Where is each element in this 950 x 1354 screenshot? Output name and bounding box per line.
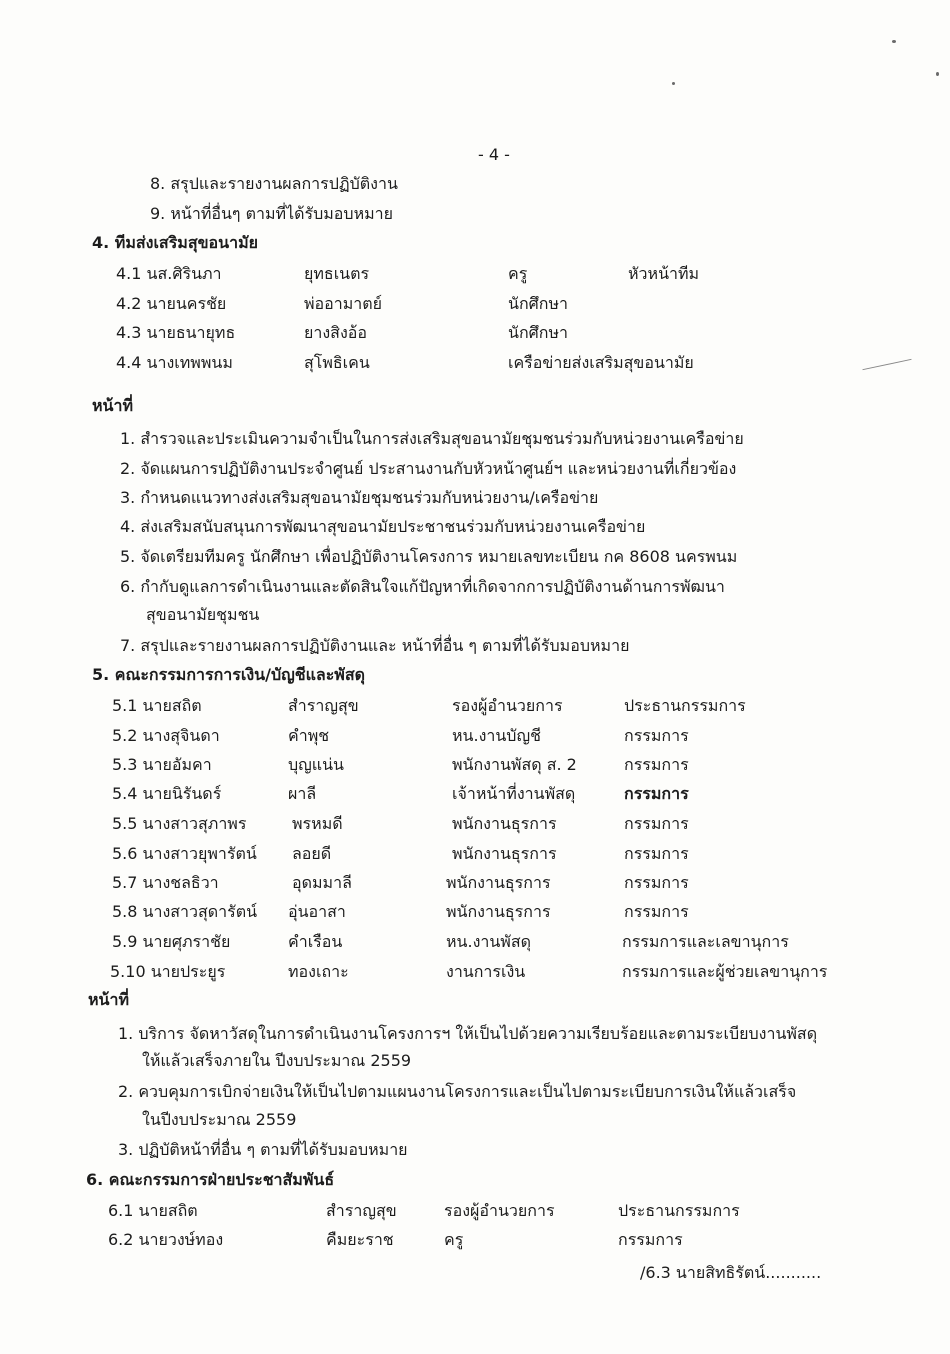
- member-role: กรรมการ: [624, 784, 689, 803]
- member-role: กรรมการ: [624, 902, 689, 921]
- member-position: รองผู้อำนวยการ: [452, 696, 563, 715]
- duty-item: 7. สรุปและรายงานผลการปฏิบัติงานและ หน้าที่อื่น ๆ ตามที่ได้รับมอบหมาย: [120, 636, 630, 655]
- member-name: 5.2 นางสุจินดา: [112, 726, 220, 745]
- member-name: 5.9 นายศุภราชัย: [112, 932, 231, 951]
- member-surname: พรหมดี: [292, 814, 343, 833]
- member-role: กรรมการ: [624, 814, 689, 833]
- duty-item-continued: ให้แล้วเสร็จภายใน ปีงบประมาณ 2559: [142, 1051, 412, 1070]
- member-position: พนักงานธุรการ: [446, 873, 551, 892]
- duty-heading: หน้าที่: [92, 396, 134, 415]
- continuation-note: /6.3 นายสิทธิรัตน์...........: [640, 1263, 822, 1282]
- member-role: ประธานกรรมการ: [618, 1201, 740, 1220]
- member-position: หน.งานพัสดุ: [446, 932, 532, 951]
- member-role: กรรมการและเลขานุการ: [622, 932, 789, 951]
- member-position: นักศึกษา: [508, 323, 568, 342]
- intro-item: 9. หน้าที่อื่นๆ ตามที่ได้รับมอบหมาย: [150, 204, 394, 223]
- member-name: 5.6 นางสาวยุพารัตน์: [112, 844, 257, 863]
- member-position: เจ้าหน้าที่งานพัสดุ: [452, 784, 576, 803]
- duty-item: 6. กำกับดูแลการดำเนินงานและตัดสินใจแก้ปัญหาที่เกิดจากการปฏิบัติงานด้านการพัฒนา: [120, 577, 725, 596]
- member-surname: พ่ออามาตย์: [304, 294, 383, 313]
- member-surname: ลอยดี: [292, 844, 332, 863]
- member-surname: อุดมมาลี: [292, 873, 352, 892]
- member-name: 6.1 นายสถิต: [108, 1201, 198, 1220]
- member-role: กรรมการ: [624, 755, 689, 774]
- member-position: พนักงานธุรการ: [452, 814, 557, 833]
- duty-item: 3. ปฏิบัติหน้าที่อื่น ๆ ตามที่ได้รับมอบหมาย: [118, 1140, 408, 1159]
- duty-item: 3. กำหนดแนวทางส่งเสริมสุขอนามัยชุมชนร่วมกับหน่วยงาน/เครือข่าย: [120, 488, 599, 507]
- member-name: 4.3 นายธนายุทธ: [116, 323, 236, 342]
- member-surname: ยุทธเนตร: [304, 264, 370, 283]
- member-position: ครู: [444, 1230, 464, 1249]
- duty-item: 4. ส่งเสริมสนับสนุนการพัฒนาสุขอนามัยประชาชนร่วมกับหน่วยงานเครือข่าย: [120, 517, 646, 536]
- member-position: เครือข่ายส่งเสริมสุขอนามัย: [508, 353, 694, 372]
- member-name: 5.3 นายอัมคา: [112, 755, 212, 774]
- member-position: รองผู้อำนวยการ: [444, 1201, 555, 1220]
- member-surname: คำพุช: [288, 726, 330, 745]
- duty-item: 2. ควบคุมการเบิกจ่ายเงินให้เป็นไปตามแผนงานโครงการและเป็นไปตามระเบียบการเงินให้แล้วเสร็จ: [118, 1082, 797, 1101]
- member-role: กรรมการ: [618, 1230, 683, 1249]
- member-surname: อุ่นอาสา: [288, 902, 346, 921]
- duty-item-continued: ในปีงบประมาณ 2559: [142, 1110, 297, 1129]
- member-surname: สำราญสุข: [288, 696, 359, 715]
- scan-speck: [672, 82, 675, 85]
- duty-item: 1. บริการ จัดหาวัสดุในการดำเนินงานโครงการฯ ให้เป็นไปด้วยความเรียบร้อยและตามระเบียบงานพัสดุ: [118, 1024, 818, 1043]
- duty-item: 1. สำรวจและประเมินความจำเป็นในการส่งเสริมสุขอนามัยชุมชนร่วมกับหน่วยงานเครือข่าย: [120, 429, 744, 448]
- member-name: 5.7 นางชลธิวา: [112, 873, 219, 892]
- section-heading: 5. คณะกรรมการการเงิน/บัญชีและพัสดุ: [92, 665, 365, 684]
- scan-speck: [892, 40, 896, 43]
- pen-mark: [862, 359, 911, 370]
- duty-item-continued: สุขอนามัยชุมชน: [146, 605, 260, 624]
- member-surname: บุญแน่น: [288, 755, 344, 774]
- intro-item: 8. สรุปและรายงานผลการปฏิบัติงาน: [150, 174, 398, 193]
- member-role: หัวหน้าทีม: [628, 264, 700, 283]
- scan-speck: [936, 72, 939, 76]
- member-surname: สุโพธิเคน: [304, 353, 370, 372]
- member-position: ครู: [508, 264, 528, 283]
- member-surname: คำเรือน: [288, 932, 343, 951]
- member-surname: ทองเถาะ: [288, 962, 349, 981]
- member-surname: ยางสิงอ้อ: [304, 323, 367, 342]
- member-name: 5.10 นายประยูร: [110, 962, 226, 981]
- member-name: 4.4 นางเทพพนม: [116, 353, 233, 372]
- duty-heading: หน้าที่: [88, 990, 130, 1009]
- member-surname: สำราญสุข: [326, 1201, 397, 1220]
- section-heading: 6. คณะกรรมการฝ่ายประชาสัมพันธ์: [86, 1170, 335, 1189]
- duty-item: 2. จัดแผนการปฏิบัติงานประจำศูนย์ ประสานงานกับหัวหน้าศูนย์ฯ และหน่วยงานที่เกี่ยวข้อง: [120, 459, 737, 478]
- member-position: งานการเงิน: [446, 962, 526, 981]
- member-surname: คืมยะราช: [326, 1230, 394, 1249]
- member-position: พนักงานพัสดุ ส. 2: [452, 755, 577, 774]
- member-name: 5.5 นางสาวสุภาพร: [112, 814, 247, 833]
- member-name: 4.2 นายนครชัย: [116, 294, 227, 313]
- member-name: 4.1 นส.ศิรินภา: [116, 264, 222, 283]
- member-name: 6.2 นายวงษ์ทอง: [108, 1230, 224, 1249]
- member-role: กรรมการ: [624, 873, 689, 892]
- member-position: พนักงานธุรการ: [446, 902, 551, 921]
- member-name: 5.4 นายนิรันดร์: [112, 784, 222, 803]
- member-surname: ผาลี: [288, 784, 317, 803]
- member-role: กรรมการ: [624, 844, 689, 863]
- member-name: 5.8 นางสาวสุดารัตน์: [112, 902, 258, 921]
- member-role: ประธานกรรมการ: [624, 696, 746, 715]
- member-name: 5.1 นายสถิต: [112, 696, 202, 715]
- member-position: หน.งานบัญชี: [452, 726, 541, 745]
- member-position: พนักงานธุรการ: [452, 844, 557, 863]
- member-role: กรรมการและผู้ช่วยเลขานุการ: [622, 962, 828, 981]
- member-role: กรรมการ: [624, 726, 689, 745]
- section-heading: 4. ทีมส่งเสริมสุขอนามัย: [92, 233, 258, 252]
- member-position: นักศึกษา: [508, 294, 568, 313]
- page-number: - 4 -: [478, 145, 510, 164]
- duty-item: 5. จัดเตรียมทีมครู นักศึกษา เพื่อปฏิบัติงานโครงการ หมายเลขทะเบียน กค 8608 นครพนม: [120, 547, 738, 566]
